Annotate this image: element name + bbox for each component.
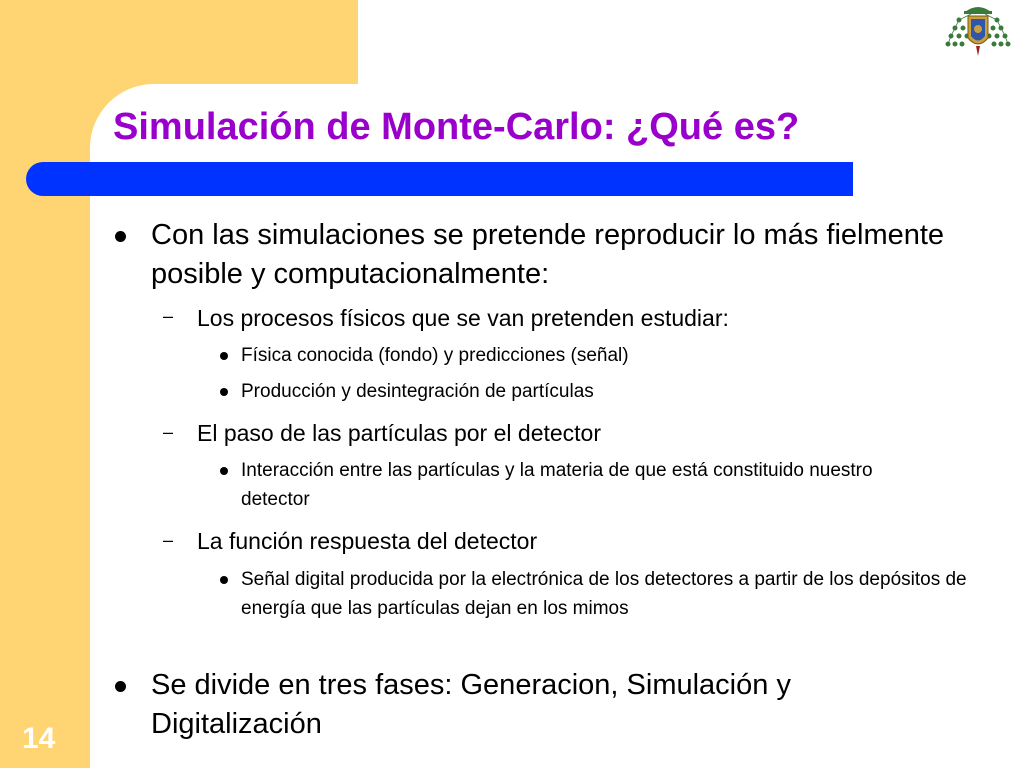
slide-title: Simulación de Monte-Carlo: ¿Qué es? bbox=[113, 106, 800, 148]
university-coat-of-arms-icon bbox=[943, 2, 1013, 62]
bullet-text: Producción y desintegración de partículas bbox=[241, 381, 594, 402]
bullet-text: El paso de las partículas por el detector bbox=[197, 420, 602, 446]
bullet-dot-icon bbox=[115, 681, 126, 692]
slide-number: 14 bbox=[22, 722, 56, 755]
bullet-text: La función respuesta del detector bbox=[197, 528, 538, 554]
dash-icon: – bbox=[163, 306, 174, 326]
bullet-dot-icon bbox=[220, 467, 228, 475]
title-underline-bar bbox=[26, 162, 853, 196]
bullet-text: Señal digital producida por la electrónica de los detectores a partir de los depósitos de energía que las partículas dejan en los mimos bbox=[241, 569, 967, 619]
bullet-text: Interacción entre las partículas y la materia de que está constituido nuestro detector bbox=[241, 460, 873, 510]
bullet-text: Física conocida (fondo) y predicciones (señal) bbox=[241, 345, 629, 366]
bullet-text: Los procesos físicos que se van pretenden estudiar: bbox=[197, 305, 729, 331]
bullet-text: Con las simulaciones se pretende reproducir lo más fielmente posible y computacionalmente: bbox=[151, 219, 945, 290]
bullet-dot-icon bbox=[220, 352, 228, 360]
dash-icon: – bbox=[163, 422, 174, 442]
bullet-dot-icon bbox=[220, 576, 228, 584]
dash-icon: – bbox=[163, 530, 174, 550]
bullet-dot-icon bbox=[115, 231, 126, 242]
bullet-dot-icon bbox=[220, 388, 228, 396]
bullet-text: Se divide en tres fases: Generacion, Simulación y Digitalización bbox=[151, 669, 791, 740]
